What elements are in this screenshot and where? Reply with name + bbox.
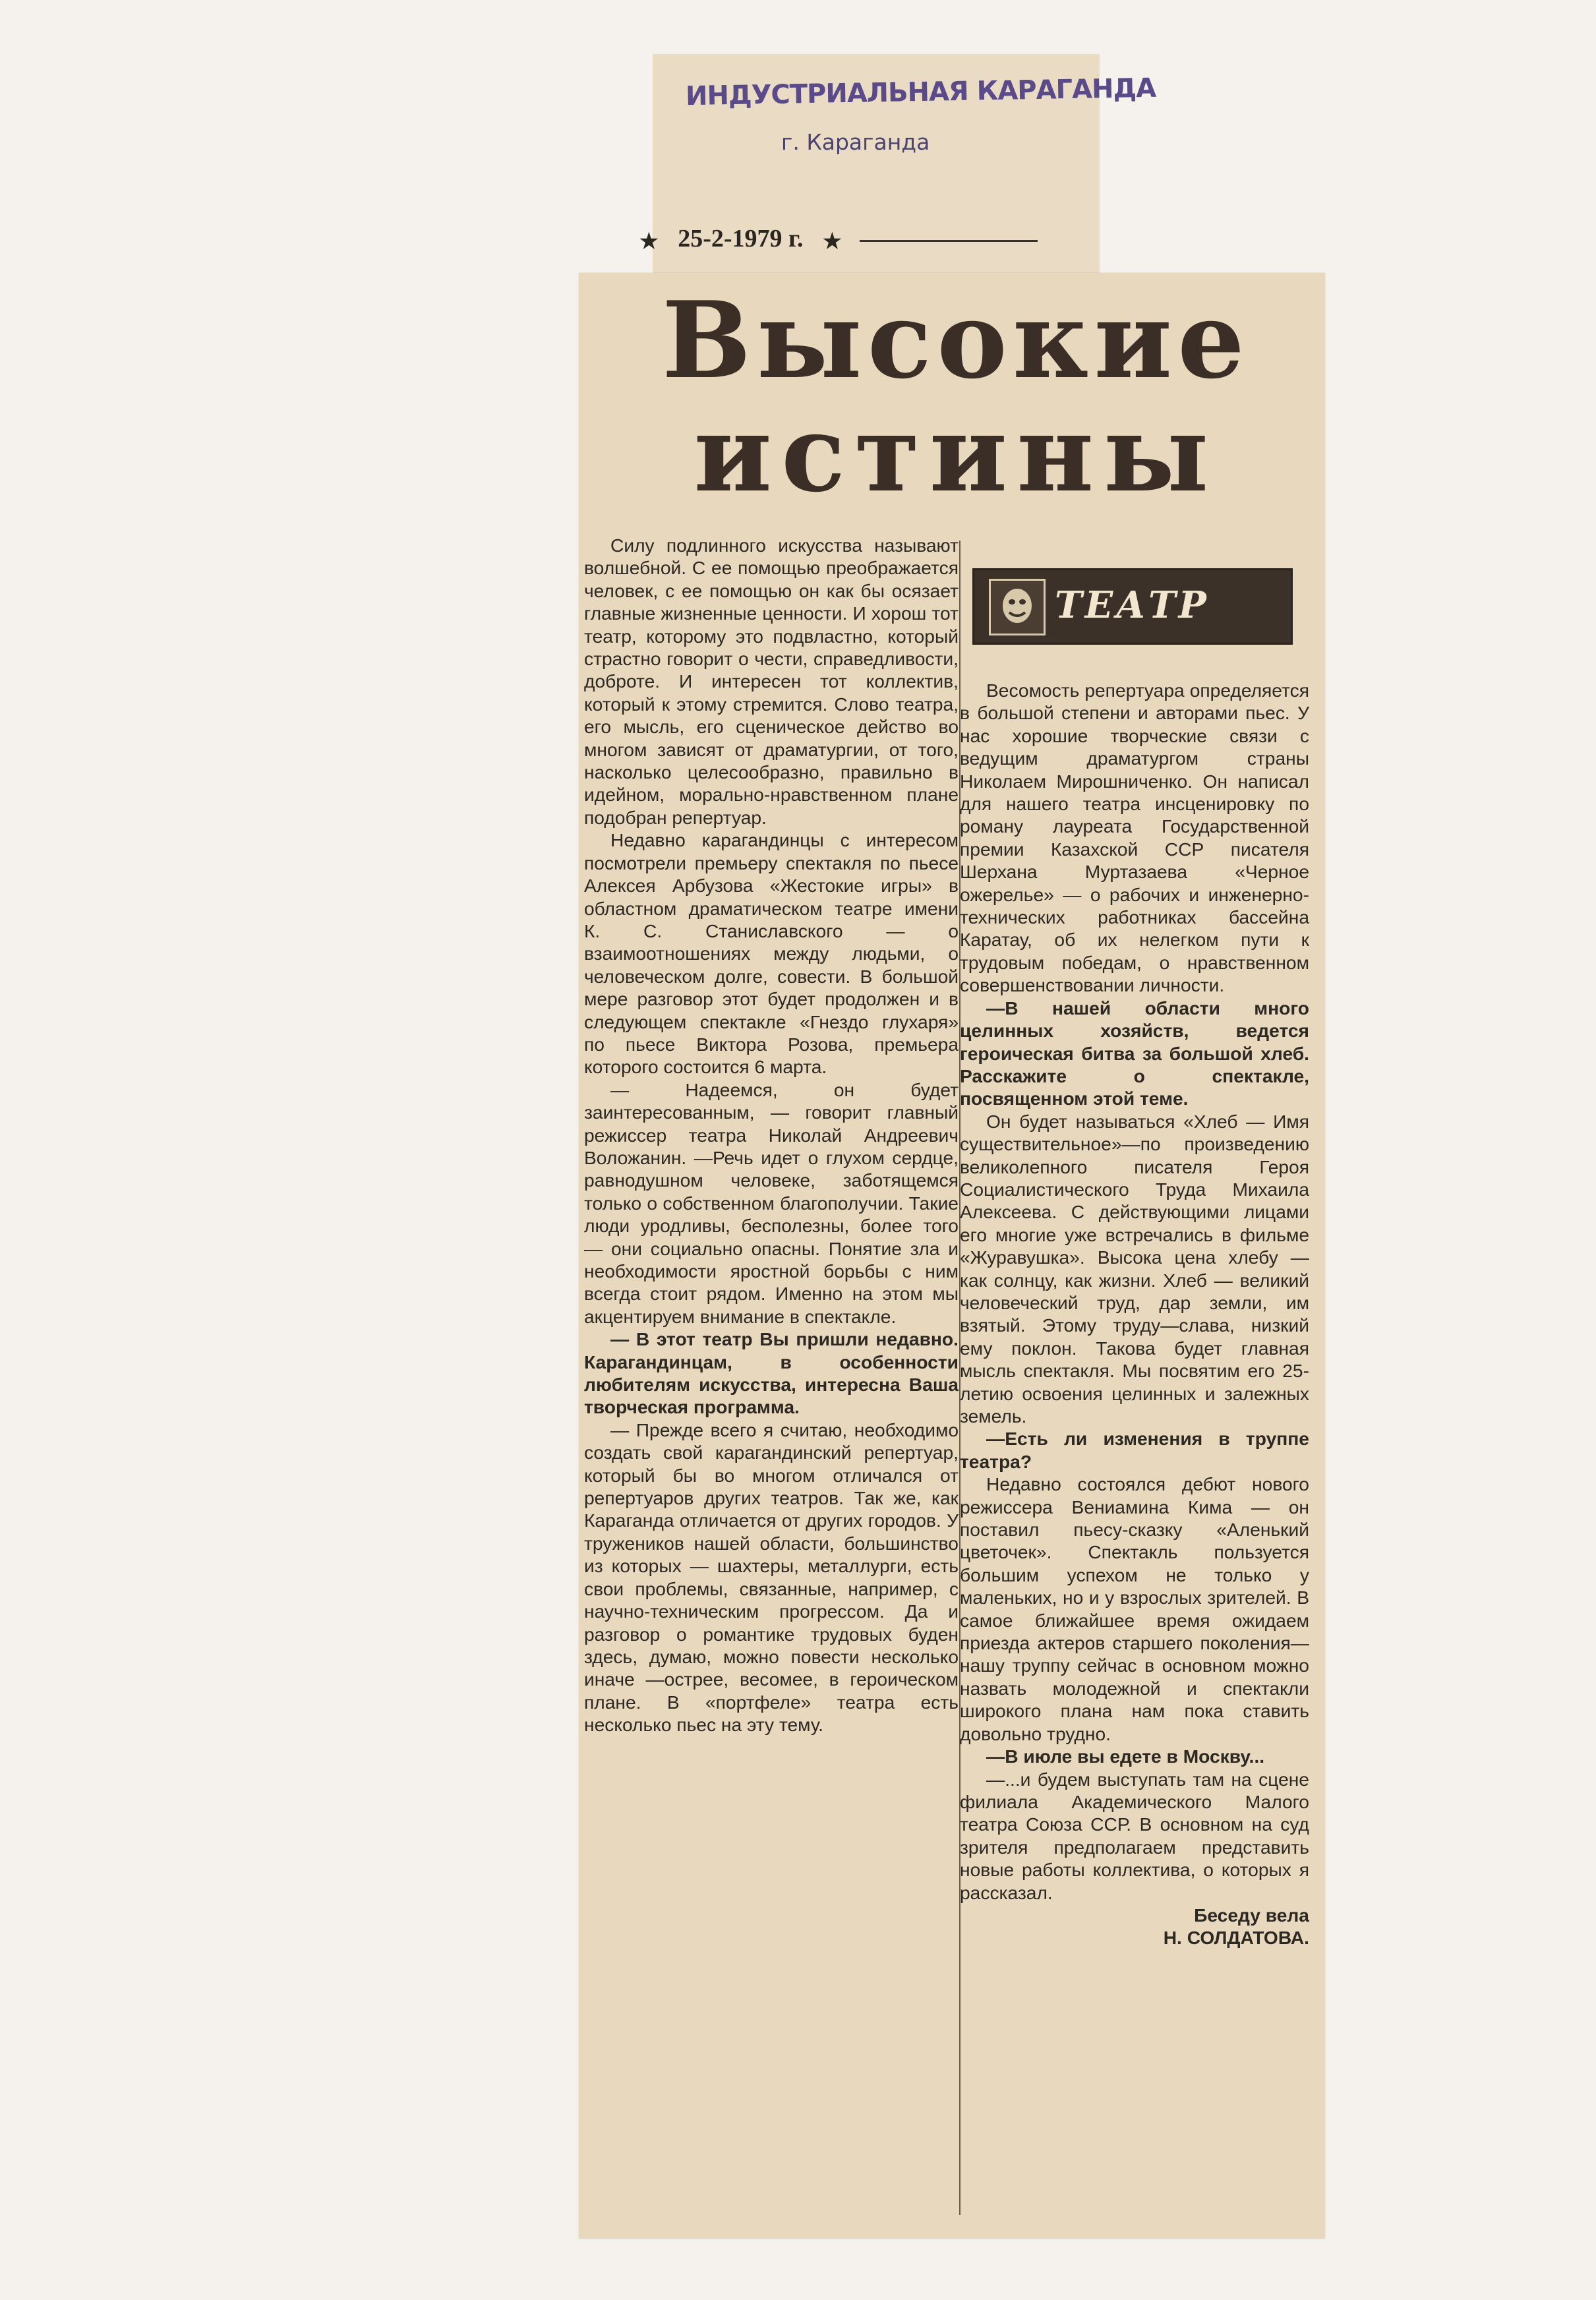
paragraph: — Надеемся, он будет заинтересованным, — говорит главный режиссер театра Николай Андреевич Воложанин. —Речь идет о глухом сердце, равнодушном человеке, заботящемся только о собственном благополучии. Такие люди уродливы, бесполезны, более того — они социально опасны. Понятие зла и необходимости яростной борьбы с ним всегда стоит рядом. Именно на этом мы акцентируем внимание в спектакле. xyxy=(584,1078,959,1327)
interview-question: —В нашей области много целинных хозяйств, ведется героическая битва за большой хлеб. Расскажите о спектакле, посвященном этой теме. xyxy=(960,997,1309,1109)
paragraph: Недавно состоялся дебют нового режиссера Вениамина Кима — он поставил пьесу-сказку «Аленький цветочек». Спектакль пользуется большим успехом не только у маленьких, но и у взрослых зрителей. В самое ближайшее время ожидаем приезда актеров старшего поколения— нашу труппу сейчас в основном можно назвать молодежной и спектакли широкого плана нам пока ставить довольно трудно. xyxy=(960,1473,1309,1744)
signature-line-2: Н. СОЛДАТОВА. xyxy=(1163,1927,1309,1949)
newspaper-stamp: ИНДУСТРИАЛЬНАЯ КАРАГАНДА xyxy=(685,73,1156,112)
rubric-label: ТЕАТР xyxy=(1055,583,1209,627)
paragraph: Силу подлинного искусства называют волшебной. С ее помощью преображается человек, с ее помощью он как бы осязает главные жизненные ценности. И хорош тот театр, которому это подвластно, который страстно говорит о чести, справедливости, доброте. И интересен тот коллектив, который к этому стремится. Слово театра, его мысль, его сценическое действо во многом зависят от драматургии, от того, насколько целесообразно, правильно в идейном, морально-нравственном плане подобран репертуар. xyxy=(584,535,959,828)
star-icon: ★ xyxy=(639,229,659,253)
star-icon: ★ xyxy=(822,229,842,253)
paragraph: Недавно карагандинцы с интересом посмотрели премьеру спектакля по пьесе Алексея Арбузова «Жестокие игры» в областном драматическом театре имени К. С. Станиславского — о взаимоотношениях между людьми, о человеческом долге, совести. В большой мере разговор этот будет продолжен и в следующем спектакле «Гнездо глухаря» по пьесе Виктора Розова, премьера которого состоится 6 марта. xyxy=(584,829,959,1078)
headline xyxy=(593,278,1318,516)
theater-mask-icon xyxy=(989,579,1046,635)
date-text: 25-2-1979 г. xyxy=(678,225,804,252)
interview-question: —Есть ли изменения в труппе театра? xyxy=(960,1428,1309,1472)
city-stamp: г. Караганда xyxy=(781,129,930,155)
right-column xyxy=(960,679,1309,1949)
paragraph: Весомость репертуара определяется в большой степени и авторами пьес. У нас хорошие творческие связи с ведущим драматургом страны Николаем Мирошниченко. Он написал для нашего театра инсценировку по роману лауреата Государственной премии Казахской ССР писателя Шерхана Муртазаева «Черное ожерелье» — о рабочих и инженерно-технических работниках бассейна Каратау, об их нелегком пути к трудовым победам, о нравственном совершенствовании личности. xyxy=(960,680,1309,996)
paragraph: Он будет называться «Хлеб — Имя существительное»—по произведению великолепного писателя Героя Социалистического Труда Михаила Алексеева. С действующими лицами его многие уже встречались в фильме «Журавушка». Высока цена хлебу — как солнцу, как жизни. Хлеб — великий человеческий труд, дар земли, им взятый. Этому труду—слава, низкий ему поклон. Такова будет главная мысль спектакля. Мы посвятим его 25-летию освоения целинных и залежных земель. xyxy=(960,1110,1309,1427)
headline-line-1: Высокие xyxy=(662,278,1250,402)
date-rule xyxy=(860,240,1038,242)
interview-question: — В этот театр Вы пришли недавно. Карагандинцам, в особенности любителям искусства, интересна Ваша творческая программа. xyxy=(584,1328,959,1418)
interview-question: —В июле вы едете в Москву... xyxy=(986,1746,1265,1767)
headline-line-2: истины xyxy=(694,392,1218,516)
paragraph: — Прежде всего я считаю, необходимо создать свой карагандинский репертуар, который бы во многом отличался от репертуаров других театров. Так же, как Караганда отличается от других городов. У тружеников нашей области, большинство из которых — шахтеры, металлурги, есть свои проблемы, связанные, например, с научно-техническим прогрессом. Да и разговор о романтике трудовых буден здесь, думаю, можно повести несколько иначе —острее, весомее, в героическом плане. В «портфеле» театра есть несколько пьес на эту тему. xyxy=(584,1419,959,1736)
signature-line-1: Беседу вела xyxy=(1194,1904,1309,1926)
paragraph: —...и будем выступать там на сцене филиала Академического Малого театра Союза ССР. В основном на суд зрителя предполагаем представить новые работы коллектива, о которых я рассказал. xyxy=(960,1768,1309,1903)
dateline xyxy=(639,224,1114,270)
left-column xyxy=(584,534,959,1736)
